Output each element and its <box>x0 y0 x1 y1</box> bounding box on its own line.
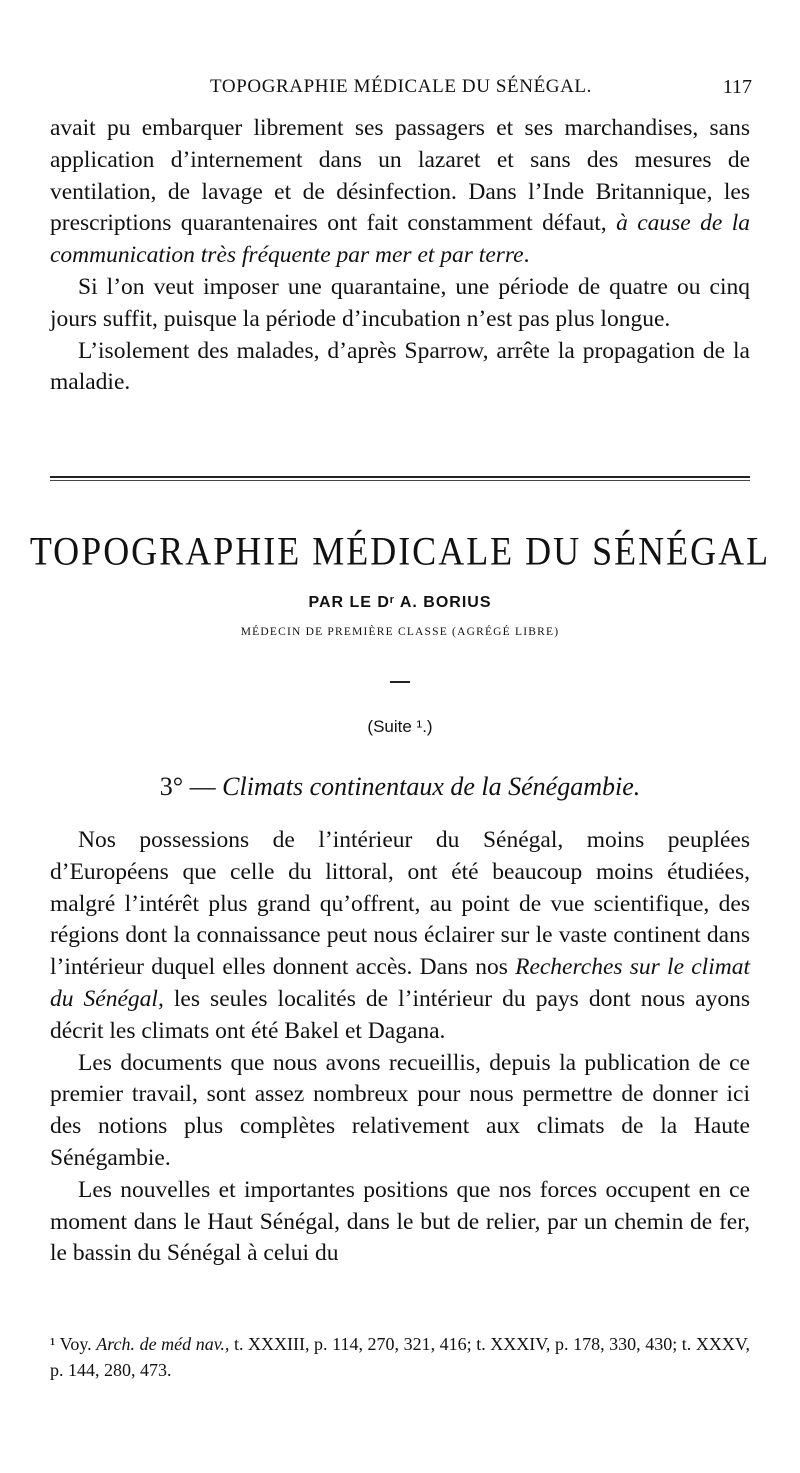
footnote-text <box>50 1331 750 1383</box>
running-head <box>50 74 752 104</box>
top-text-block <box>50 113 750 399</box>
footnote <box>50 1331 750 1383</box>
section-divider <box>50 476 750 478</box>
section-title: TOPOGRAPHIE MÉDICALE DU SÉNÉGAL <box>29 528 771 574</box>
subsection-heading <box>0 772 800 802</box>
paragraph <box>50 825 750 1048</box>
footnote-references: t. XXXIII, p. 114, 270, 321, 416; t. XXXIV, p. 178, 330, 430; t. XXXV, p. 144, 280, 473. <box>50 1334 750 1380</box>
page-number: 117 <box>722 76 752 98</box>
italic-text: à cause de la communication très fréquente par mer et par terre <box>50 210 750 269</box>
section-divider-thin <box>50 480 750 481</box>
author-affiliation: MÉDECIN DE PREMIÈRE CLASSE (AGRÉGÉ LIBRE) <box>240 626 560 638</box>
paragraph: Les documents que nous avons recueillis, depuis la publication de ce premier travail, sont assez nombreux pour nous permettre de donner ici des notions plus complètes relativement aux climats de la Haute Sénégambie. <box>50 1049 750 1171</box>
paragraph: L’isolement des malades, d’après Sparrow, arrête la propagation de la maladie. <box>50 337 750 396</box>
short-rule <box>390 681 410 683</box>
paragraph: Si l’on veut imposer une quarantaine, une période de quatre ou cinq jours suffit, puisque la période d’incubation n’est pas plus longue. <box>50 273 750 332</box>
subsection-title: Climats continentaux de la Sénégambie. <box>222 772 641 801</box>
main-text-block <box>50 825 750 1270</box>
footnote-marker: ¹ Voy. <box>50 1334 97 1354</box>
subsection-number: 3° — <box>159 772 223 801</box>
paragraph <box>50 113 750 272</box>
paragraph-text: Nos possessions de l’intérieur du Sénégal, moins peuplées d’Européens que celle du littoral, ont été beaucoup moins étudiées, malgré l’intérêt plus grand qu’offrent, au point de vue scientifique, des régions dont la connaissance peut nous éclairer sur le vaste continent dans l’intérieur duquel elles donnent accès. Dans nos <box>50 827 750 981</box>
footnote-citation: Arch. de méd nav., <box>96 1334 230 1354</box>
paragraph: Les nouvelles et importantes positions que nos forces occupent en ce moment dans le Haut Sénégal, dans le but de relier, par un chemin de fer, le bassin du Sénégal à celui du <box>50 1176 750 1267</box>
paragraph-text: avait pu embarquer librement ses passagers et ses marchandises, sans application d’internement dans un lazaret et sans des mesures de ventilation, de lavage et de désinfection. Dans l’Inde Britannique, les prescriptions quarantenaires ont fait constamment défaut, <box>50 115 750 237</box>
author-line: PAR LE Dʳ A. BORIUS <box>308 594 492 611</box>
continuation-note: (Suite ¹.) <box>367 717 433 736</box>
paragraph-text: . <box>523 242 530 269</box>
paragraph-text: les seules localités de l’intérieur du pays dont nous ayons décrit les climats ont été Bakel et Dagana. <box>50 985 750 1044</box>
running-title: TOPOGRAPHIE MÉDICALE DU SÉNÉGAL. <box>210 76 592 97</box>
italic-text: Recherches sur le climat du Sénégal, <box>50 954 750 1012</box>
